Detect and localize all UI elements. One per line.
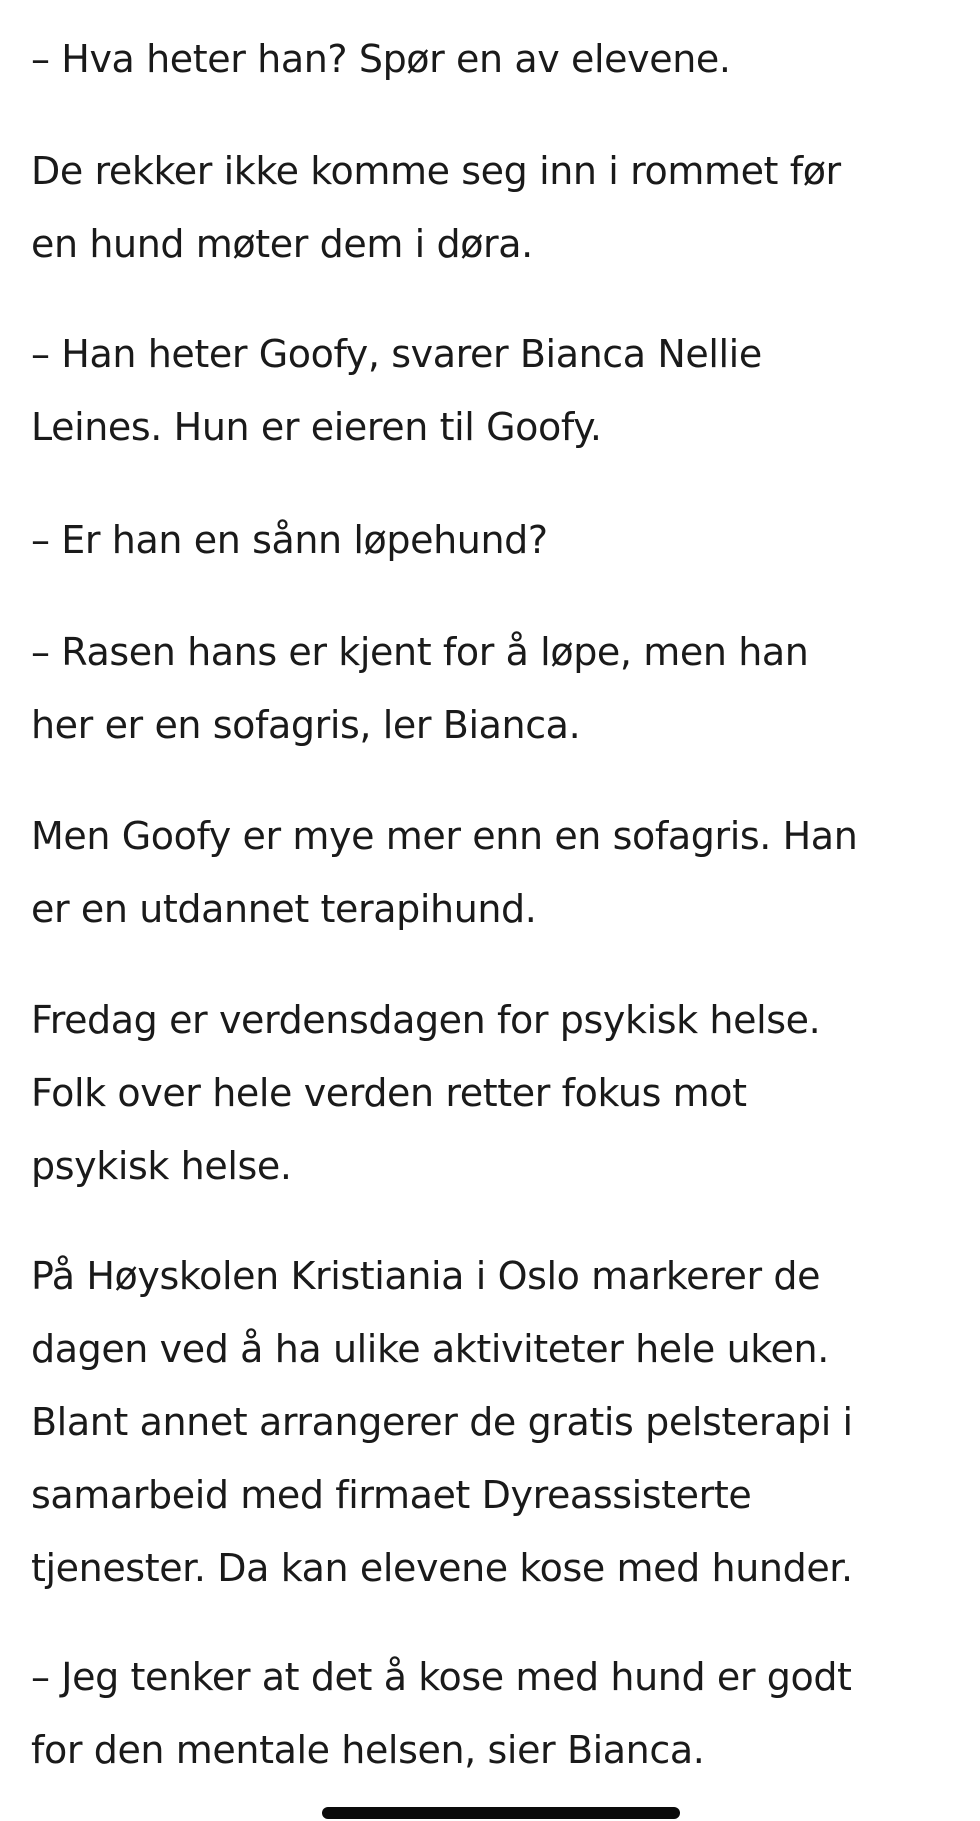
article-paragraph: Men Goofy er mye mer enn en sofagris. Han er en utdannet terapihund.: [31, 814, 858, 931]
home-indicator-bar[interactable]: [322, 1807, 680, 1819]
article-paragraph: – Er han en sånn løpehund?: [31, 518, 548, 562]
article-paragraph: De rekker ikke komme seg inn i rommet før en hund møter dem i døra.: [31, 149, 841, 266]
article-paragraph: – Rasen hans er kjent for å løpe, men han her er en sofagris, ler Bianca.: [31, 630, 809, 747]
article-paragraph: – Jeg tenker at det å kose med hund er godt for den mentale helsen, sier Bianca.: [31, 1655, 852, 1772]
article-paragraph: På Høyskolen Kristiania i Oslo markerer de dagen ved å ha ulike aktiviteter hele uken. Blant annet arrangerer de gratis pelsterapi i samarbeid med firmaet Dyreassisterte tjenester. Da kan elevene kose med hunder.: [31, 1254, 853, 1590]
article-paragraph: – Hva heter han? Spør en av elevene.: [31, 37, 731, 81]
article-paragraph: Fredag er verdensdagen for psykisk helse. Folk over hele verden retter fokus mot psykisk helse.: [31, 998, 821, 1188]
article-paragraph: – Han heter Goofy, svarer Bianca Nellie Leines. Hun er eieren til Goofy.: [31, 332, 762, 449]
